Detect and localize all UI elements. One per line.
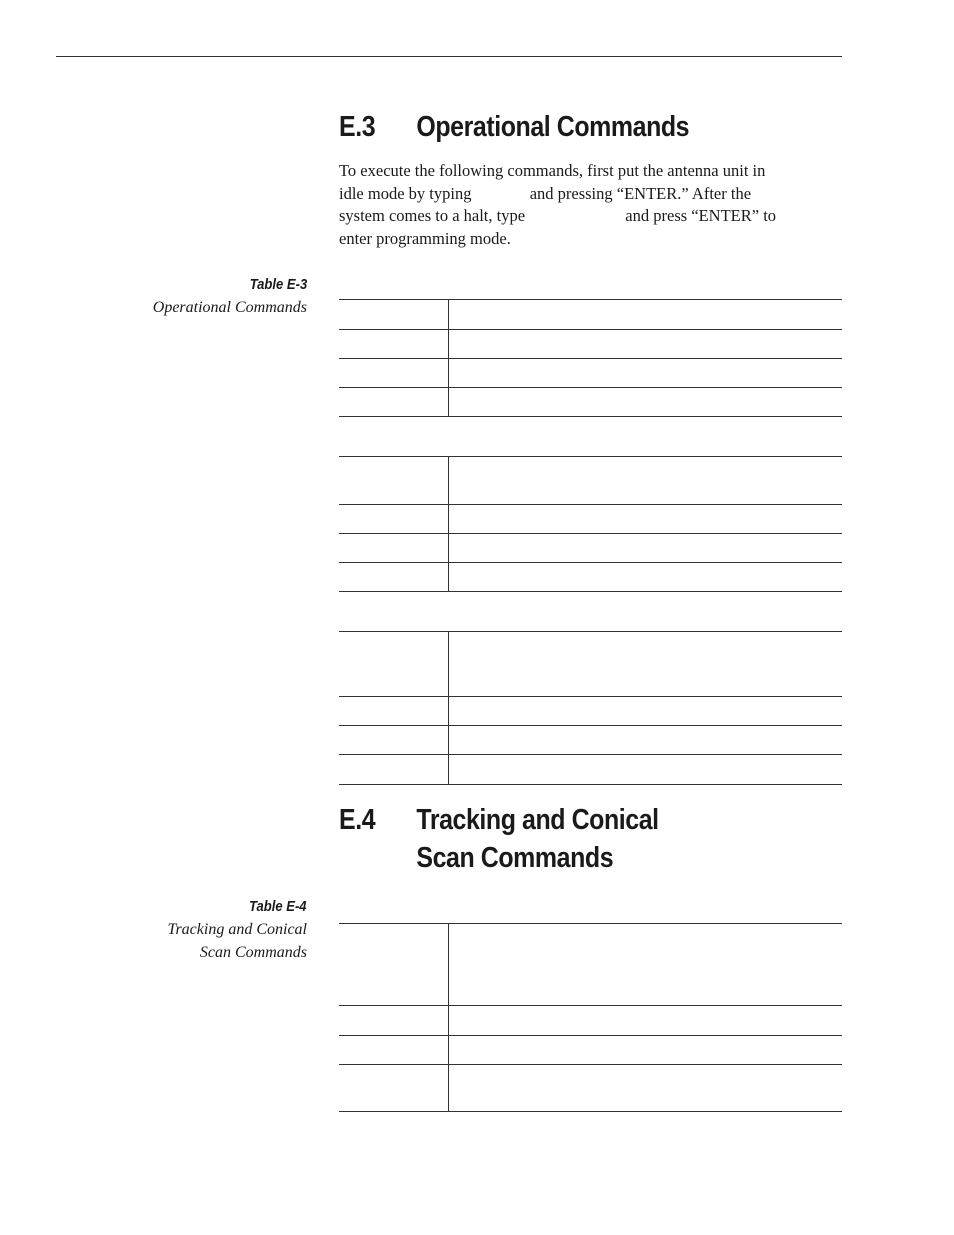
table-label: Table E-4 — [249, 899, 307, 915]
table-rule — [339, 1005, 842, 1006]
section-heading-e4 — [339, 801, 659, 877]
section-heading-e3 — [339, 108, 689, 146]
table-rule — [339, 725, 842, 726]
intro-line-3a: system comes to a halt, type — [339, 206, 526, 225]
table-rule — [339, 784, 842, 785]
table-rule — [339, 504, 842, 505]
intro-line-3b: and press “ENTER” to — [625, 206, 777, 225]
table-rule — [339, 754, 842, 755]
table-label: Table E-3 — [249, 277, 307, 293]
section-number: E.4 — [339, 804, 376, 836]
table-rule — [339, 1111, 842, 1112]
table-rule — [339, 591, 842, 592]
column-divider — [448, 299, 449, 416]
table-rule — [339, 533, 842, 534]
table-title: Operational Commands — [152, 299, 307, 316]
column-divider — [448, 923, 449, 1111]
intro-line-2a: idle mode by typing — [339, 183, 472, 203]
intro-line-1: To execute the following commands, first put the antenna unit in — [339, 161, 766, 180]
table-rule — [339, 631, 842, 632]
table-title-line-1: Tracking and Conical — [167, 921, 307, 938]
table-rule — [339, 456, 842, 457]
table-rule — [339, 387, 842, 388]
table-rule — [339, 696, 842, 697]
intro-line-2b: and pressing “ENTER.” After the — [529, 183, 752, 203]
column-divider — [448, 456, 449, 591]
table-rule — [339, 562, 842, 563]
intro-paragraph — [339, 160, 839, 250]
table-rule — [339, 329, 842, 330]
header-rule — [56, 56, 842, 57]
section-title: Operational Commands — [416, 111, 690, 143]
table-caption-e3 — [153, 274, 307, 319]
table-rule — [339, 1035, 842, 1036]
table-caption-e4 — [167, 896, 307, 964]
intro-line-4: enter programming mode. — [339, 228, 511, 248]
section-title-line-1: Tracking and Conical — [416, 804, 659, 836]
table-rule — [339, 923, 842, 924]
table-title-line-2: Scan Commands — [199, 944, 307, 961]
section-title-line-2: Scan Commands — [416, 842, 614, 874]
table-rule — [339, 1064, 842, 1065]
table-rule — [339, 358, 842, 359]
table-rule — [339, 299, 842, 300]
table-rule — [339, 416, 842, 417]
column-divider — [448, 631, 449, 784]
section-number: E.3 — [339, 111, 376, 143]
